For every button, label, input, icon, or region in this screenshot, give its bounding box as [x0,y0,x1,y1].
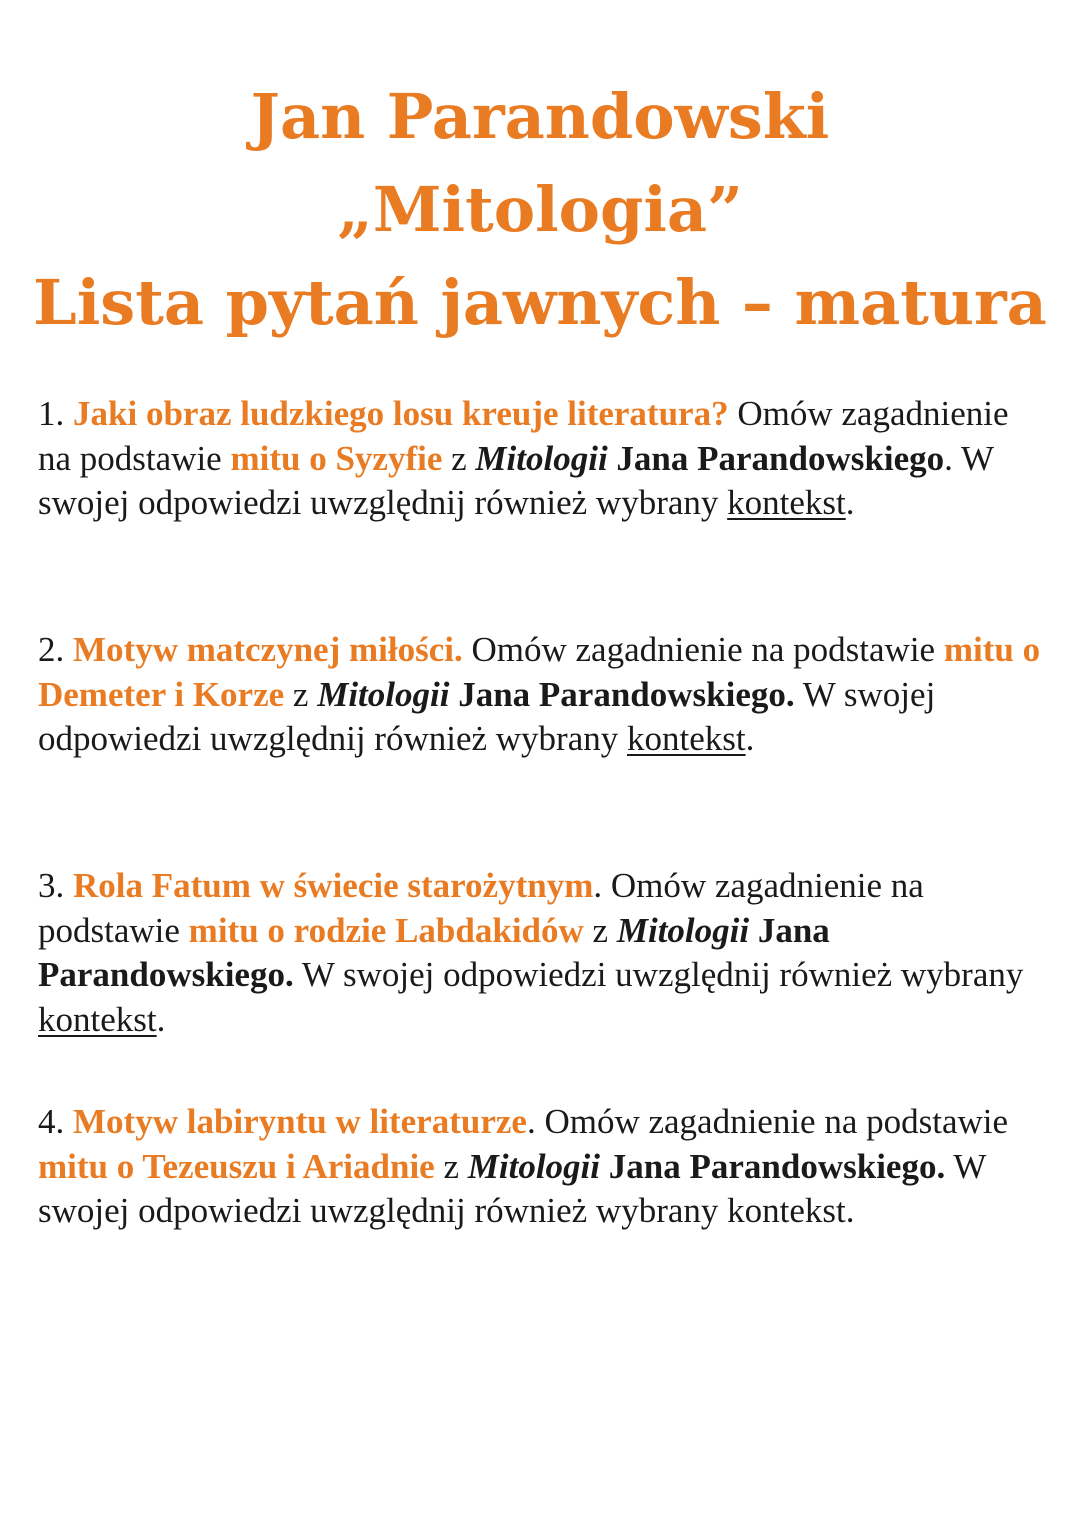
question-topic: Motyw labiryntu w literaturze [73,1102,527,1141]
question-text: z [442,438,476,478]
question-myth: mitu o Syzyfie [230,438,443,478]
title-work: „Mitologia” [337,173,743,246]
question-end: . [745,719,755,758]
context-term: kontekst [727,1191,846,1230]
question-text: . Omów zagadnienie na podstawie [526,1102,1009,1141]
book-author: Jana Parandowskiego. [458,674,795,714]
book-title: Mitologii [475,438,608,478]
question-2 [38,628,1048,762]
question-text: . W swojej odpowiedzi uwzględnij również wybrany [38,438,994,522]
page-title [0,70,1080,349]
question-number: 3. [38,866,65,905]
context-term: kontekst [627,719,746,758]
question-text: W swojej odpowiedzi uwzględnij również wybrany [293,955,1024,994]
question-myth: mitu o Tezeuszu i Ariadnie [38,1146,435,1186]
question-myth: mitu o Demeter i Korze [38,630,1041,714]
question-text: z [583,910,617,950]
book-author: Jana Parandowskiego [616,438,945,478]
book-author: Jana Parandowskiego. [608,1146,946,1186]
question-text: Omów zagadnienie na podstawie [38,394,1009,478]
question-end: . [845,1191,855,1230]
question-text: W swojej odpowiedzi uwzględnij również wybrany [38,674,936,758]
question-text [449,675,458,714]
question-text [749,911,758,950]
book-title: Mitologii [616,910,750,950]
question-1 [38,392,1048,526]
title-author: Jan Parandowski [250,80,830,153]
question-topic: Motyw matczynej miłości. [73,630,463,669]
title-subtitle: Lista pytań jawnych – matura [33,266,1047,339]
book-title: Mitologii [467,1146,601,1186]
question-3 [38,864,1048,1042]
question-topic: Jaki obraz ludzkiego losu kreuje literatura? [73,394,729,433]
question-number: 2. [38,630,65,669]
question-text: W swojej odpowiedzi uwzględnij również wybrany [38,1146,986,1230]
question-text: Omów zagadnienie na podstawie [462,630,944,669]
context-term: kontekst [727,483,846,522]
book-title: Mitologii [317,674,450,714]
question-myth: mitu o rodzie Labdakidów [188,910,584,950]
question-text: z [284,674,318,714]
question-end: . [156,999,166,1039]
question-number: 4. [38,1102,65,1141]
question-4 [38,1100,1048,1234]
question-end: . [845,483,855,522]
question-text: z [434,1146,468,1186]
context-term: kontekst [38,999,157,1039]
book-author: Jana Parandowskiego. [38,910,830,994]
question-text [600,1147,609,1186]
question-topic: Rola Fatum w świecie starożytnym [73,866,594,905]
question-text: . Omów zagadnienie na podstawie [38,866,924,950]
question-number: 1. [38,394,65,433]
